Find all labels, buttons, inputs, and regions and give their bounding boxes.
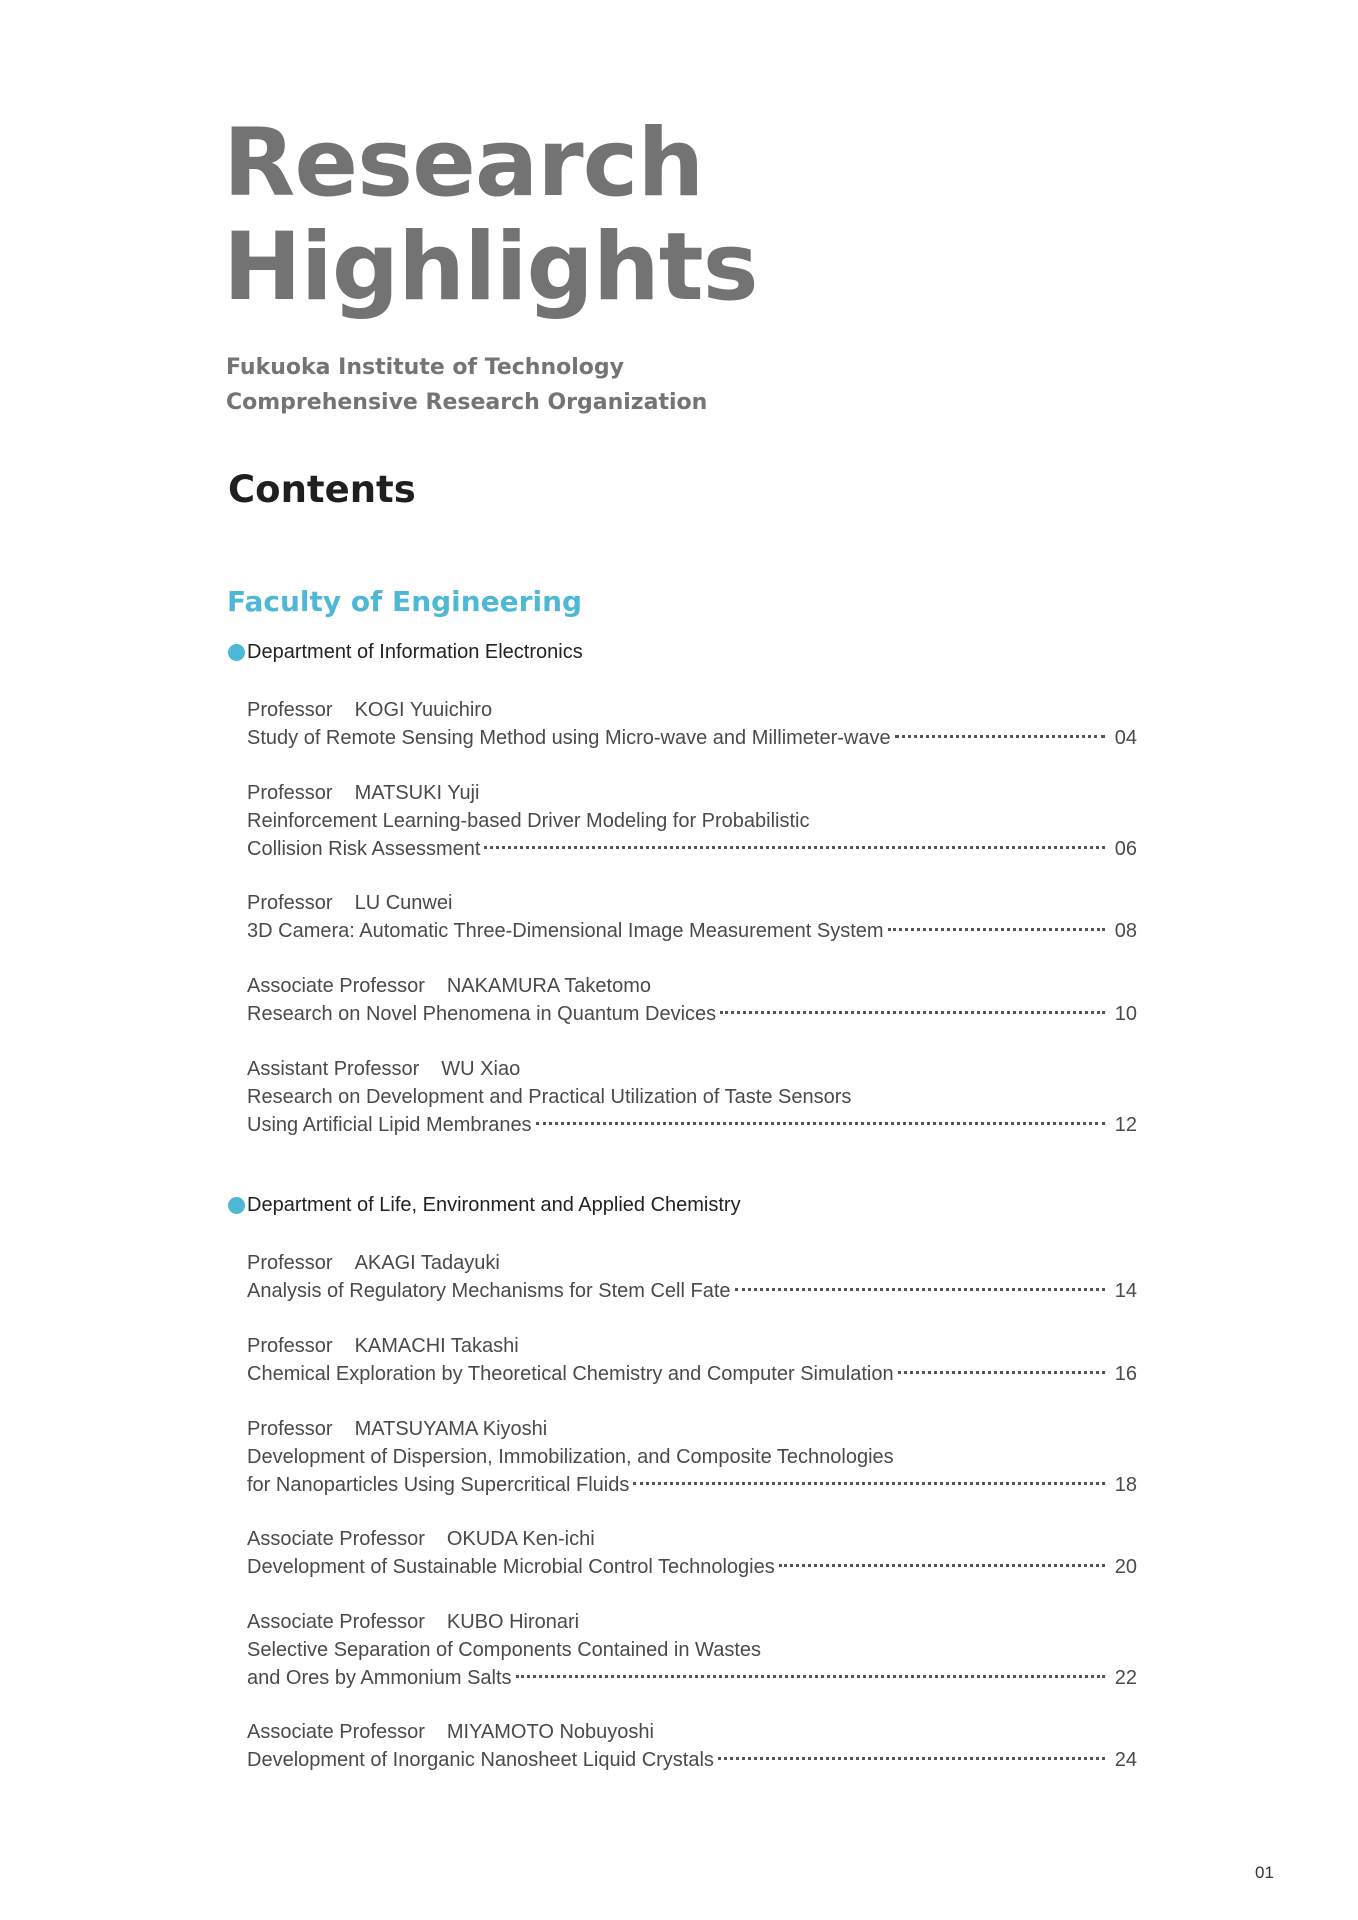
- entry-title: and Ores by Ammonium Salts: [247, 1667, 512, 1689]
- entry-author: [247, 779, 1137, 807]
- entry-name: KAMACHI Takashi: [354, 1335, 519, 1357]
- entry-title-row: [247, 917, 1137, 945]
- entry-author: [247, 1718, 1137, 1746]
- dot-leader: [888, 928, 1105, 931]
- entry-page-number: 24: [1114, 1749, 1137, 1771]
- department-heading: [228, 1194, 741, 1217]
- faculty-heading: Faculty of Engineering: [227, 585, 583, 618]
- entry-page-number: 10: [1114, 1003, 1137, 1025]
- entry-name: MATSUYAMA Kiyoshi: [354, 1418, 548, 1440]
- department-name: Department of Information Electronics: [247, 641, 583, 663]
- entry-title: Research on Novel Phenomena in Quantum Devices: [247, 1003, 717, 1025]
- entry-role: Associate Professor: [247, 1528, 425, 1550]
- dot-leader: [898, 1371, 1105, 1374]
- entry-page-number: 04: [1114, 727, 1137, 749]
- entry-author: [247, 1608, 1137, 1636]
- organization-subtitle: [226, 350, 707, 420]
- entry-page-number: 08: [1114, 920, 1137, 942]
- entry-name: KUBO Hironari: [446, 1611, 580, 1633]
- title-line-1: Research: [223, 109, 704, 218]
- main-title: [223, 109, 758, 322]
- entry-title-line: Reinforcement Learning-based Driver Modeling for Probabilistic: [247, 810, 810, 832]
- entry-name: MIYAMOTO Nobuyoshi: [446, 1721, 654, 1743]
- entry-role: Professor: [247, 1335, 333, 1357]
- entry-title-line: Development of Dispersion, Immobilization, and Composite Technologies: [247, 1446, 894, 1468]
- toc-entry[interactable]: [247, 1249, 1137, 1305]
- toc-entry[interactable]: [247, 1332, 1137, 1388]
- entry-role: Professor: [247, 1252, 333, 1274]
- entry-name: NAKAMURA Taketomo: [446, 975, 652, 997]
- dot-leader: [779, 1564, 1105, 1567]
- department-heading: [228, 641, 583, 664]
- dot-leader: [720, 1011, 1105, 1014]
- entry-role: Associate Professor: [247, 975, 425, 997]
- entry-title: Development of Inorganic Nanosheet Liquid Crystals: [247, 1749, 714, 1771]
- subtitle-line-1: Fukuoka Institute of Technology: [226, 355, 624, 380]
- entry-author: [247, 1249, 1137, 1277]
- entry-title-row: [247, 1553, 1137, 1581]
- entry-author: [247, 889, 1137, 917]
- toc-entry[interactable]: [247, 1525, 1137, 1581]
- entry-title-row: [247, 1360, 1137, 1388]
- entry-author: [247, 1055, 1137, 1083]
- department-name: Department of Life, Environment and Applied Chemistry: [247, 1194, 741, 1216]
- entry-title: 3D Camera: Automatic Three-Dimensional Image Measurement System: [247, 920, 884, 942]
- bullet-dot-icon: [228, 1197, 245, 1214]
- entry-author: [247, 1332, 1137, 1360]
- dot-leader: [536, 1122, 1105, 1125]
- toc-entry[interactable]: [247, 889, 1137, 945]
- dot-leader: [718, 1757, 1105, 1760]
- dot-leader: [895, 735, 1105, 738]
- entry-title-row: [247, 724, 1137, 752]
- entry-title: Collision Risk Assessment: [247, 838, 481, 860]
- entry-name: MATSUKI Yuji: [354, 782, 480, 804]
- entry-role: Professor: [247, 892, 333, 914]
- entry-title: Analysis of Regulatory Mechanisms for Stem Cell Fate: [247, 1280, 731, 1302]
- entry-author: [247, 696, 1137, 724]
- toc-entry[interactable]: [247, 1055, 1137, 1139]
- entry-title: Chemical Exploration by Theoretical Chemistry and Computer Simulation: [247, 1363, 894, 1385]
- entry-title: Development of Sustainable Microbial Control Technologies: [247, 1556, 775, 1578]
- entry-page-number: 18: [1114, 1474, 1137, 1496]
- entry-page-number: 12: [1114, 1114, 1137, 1136]
- subtitle-line-2: Comprehensive Research Organization: [226, 390, 708, 415]
- entry-title-row: [247, 1471, 1137, 1499]
- entry-title-line: Research on Development and Practical Utilization of Taste Sensors: [247, 1086, 852, 1108]
- entry-title-row: [247, 1111, 1137, 1139]
- entry-role: Professor: [247, 699, 333, 721]
- entry-title-row: [247, 835, 1137, 863]
- entry-role: Associate Professor: [247, 1721, 425, 1743]
- entry-title-line: Selective Separation of Components Contained in Wastes: [247, 1639, 761, 1661]
- entry-author: [247, 972, 1137, 1000]
- contents-heading: Contents: [228, 468, 416, 511]
- entry-title-row: [247, 1000, 1137, 1028]
- entry-page-number: 14: [1114, 1280, 1137, 1302]
- entry-name: OKUDA Ken-ichi: [446, 1528, 595, 1550]
- entry-title: Study of Remote Sensing Method using Micro-wave and Millimeter-wave: [247, 727, 891, 749]
- dot-leader: [484, 846, 1105, 849]
- entry-role: Professor: [247, 1418, 333, 1440]
- toc-entry[interactable]: [247, 1608, 1137, 1692]
- entry-role: Professor: [247, 782, 333, 804]
- entry-page-number: 22: [1114, 1667, 1137, 1689]
- title-line-2: Highlights: [223, 213, 758, 322]
- entry-role: Associate Professor: [247, 1611, 425, 1633]
- entry-title: Using Artificial Lipid Membranes: [247, 1114, 532, 1136]
- toc-entry[interactable]: [247, 972, 1137, 1028]
- dot-leader: [516, 1675, 1105, 1678]
- toc-entry[interactable]: [247, 1718, 1137, 1774]
- entry-name: KOGI Yuuichiro: [354, 699, 493, 721]
- entry-page-number: 06: [1114, 838, 1137, 860]
- entry-title-row: [247, 1277, 1137, 1305]
- entry-name: AKAGI Tadayuki: [354, 1252, 500, 1274]
- toc-entry[interactable]: [247, 779, 1137, 863]
- entry-name: LU Cunwei: [354, 892, 453, 914]
- entry-title-row: [247, 1746, 1137, 1774]
- entry-author: [247, 1415, 1137, 1443]
- entry-page-number: 20: [1114, 1556, 1137, 1578]
- dot-leader: [735, 1288, 1105, 1291]
- entry-title: for Nanoparticles Using Supercritical Fluids: [247, 1474, 630, 1496]
- toc-entry[interactable]: [247, 696, 1137, 752]
- entry-author: [247, 1525, 1137, 1553]
- entry-name: WU Xiao: [441, 1058, 521, 1080]
- entry-title-row: [247, 1664, 1137, 1692]
- entry-page-number: 16: [1114, 1363, 1137, 1385]
- page-number: 01: [1255, 1863, 1274, 1882]
- bullet-dot-icon: [228, 644, 245, 661]
- dot-leader: [633, 1482, 1105, 1485]
- toc-entry[interactable]: [247, 1415, 1137, 1499]
- entry-role: Assistant Professor: [247, 1058, 420, 1080]
